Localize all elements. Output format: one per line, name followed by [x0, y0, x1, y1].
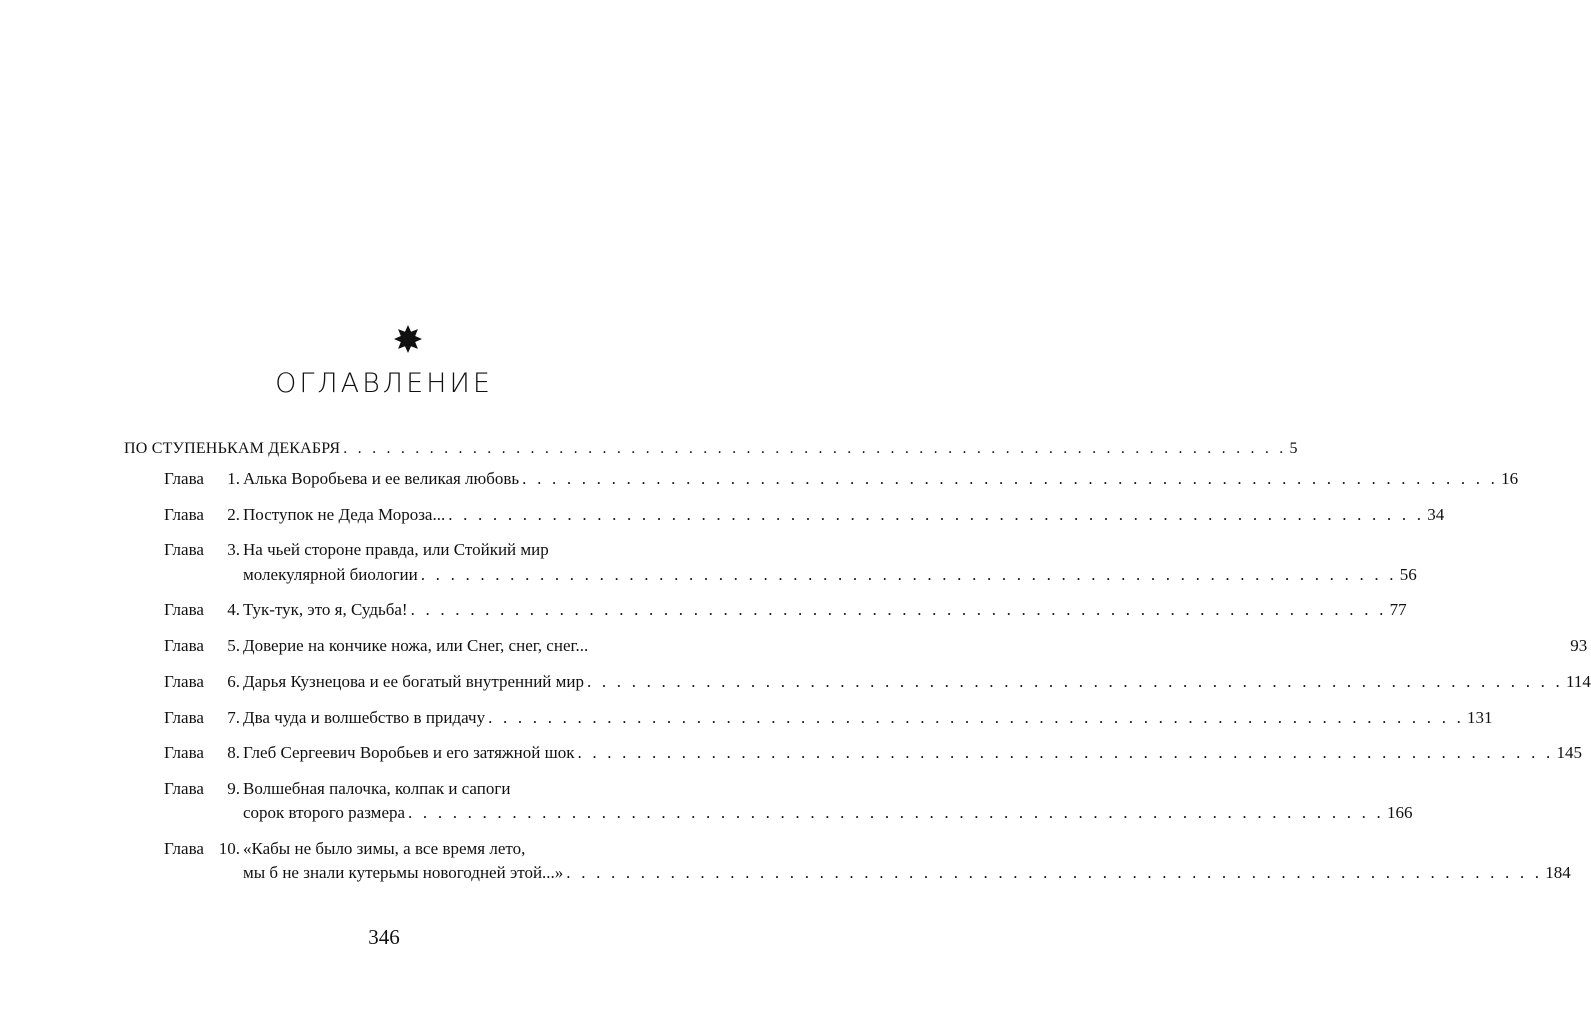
chapter-page: 56: [1399, 565, 1417, 584]
chapter-title-line: [243, 743, 1582, 763]
chapter-prefix: Глава: [164, 779, 204, 798]
chapter-page: 145: [1556, 743, 1582, 762]
chapter-title-line: [243, 505, 1445, 525]
chapter-title: сорок второго размера: [243, 803, 406, 822]
chapter-number: 5.: [227, 636, 240, 655]
chapter-number: 3.: [227, 540, 240, 559]
chapter-number: 6.: [227, 672, 240, 691]
dot-leader: . . . . . . . . . . . . . . . . . . . . . . . . . . . . . . . . . . . . . . . . . . . . . . . . . . . . . . . . . . . . . . . . . .: [577, 743, 1554, 762]
chapter-number: 4.: [227, 600, 240, 619]
chapter-page: 16: [1501, 469, 1519, 488]
chapter-prefix: Глава: [164, 600, 204, 619]
chapter-number: 10.: [218, 839, 240, 858]
chapter-title-line: [243, 863, 1571, 883]
toc-section-label: ПО СТУПЕНЬКАМ ДЕКАБРЯ: [124, 440, 341, 457]
chapter-page: 34: [1427, 505, 1445, 524]
chapter-page: 166: [1386, 803, 1413, 822]
chapter-number: 1.: [227, 469, 240, 488]
chapter-number: 8.: [227, 743, 240, 762]
toc-section-page: 5: [1289, 440, 1298, 457]
dot-leader: . . . . . . . . . . . . . . . . . . . . . . . . . . . . . . . . . . . . . . . . . . . . . . . . . . . . . . . . . . . . . . . . . .: [566, 863, 1543, 882]
dot-leader: . . . . . . . . . . . . . . . . . . . . . . . . . . . . . . . . . . . . . . . . . . . . . . . . . . . . . . . . . . . . . . . . . .: [587, 672, 1563, 691]
chapter-title: Глеб Сергеевич Воробьев и его затяжной шок: [243, 743, 575, 762]
chapter-title: Поступок не Деда Мороза...: [243, 505, 446, 524]
toc-title: ОГЛАВЛЕНИЕ: [275, 368, 493, 399]
chapter-prefix: Глава: [164, 505, 204, 524]
dot-leader: . . . . . . . . . . . . . . . . . . . . . . . . . . . . . . . . . . . . . . . . . . . . . . . . . . . . . . . . . . . . . . . . . .: [420, 565, 1397, 584]
chapter-title-first-line: «Кабы не было зимы, а все время лето,: [243, 839, 526, 858]
eight-point-star-icon: [393, 324, 423, 354]
dot-leader: . . . . . . . . . . . . . . . . . . . . . . . . . . . . . . . . . . . . . . . . . . . . . . . . . . . . . . . . . . . . . . . . . .: [488, 708, 1465, 727]
chapter-title-line: [243, 636, 1588, 656]
page-number: 346: [368, 925, 400, 949]
chapter-title-line: [243, 600, 1407, 620]
dot-leader: . . . . . . . . . . . . . . . . . . . . . . . . . . . . . . . . . . . . . . . . . . . . . . . . . . . . . . . . . . . . . . . . . .: [522, 469, 1499, 488]
chapter-prefix: Глава: [164, 636, 204, 655]
chapter-page: 93: [1570, 636, 1588, 655]
chapter-prefix: Глава: [164, 469, 204, 488]
chapter-title-line: [243, 469, 1519, 489]
chapter-title-line: [243, 672, 1591, 692]
chapter-title-first-line: На чьей стороне правда, или Стойкий мир: [243, 540, 549, 559]
chapter-prefix: Глава: [164, 708, 204, 727]
chapter-title-first-line: Волшебная палочка, колпак и сапоги: [243, 779, 511, 798]
chapter-title-line: [243, 565, 1417, 585]
chapter-title: мы б не знали кутерьмы новогодней этой...»: [243, 863, 564, 882]
chapter-number: 7.: [227, 708, 240, 727]
chapter-page: 77: [1389, 600, 1407, 619]
toc-section-line: [124, 439, 1298, 459]
chapter-title: молекулярной биологии: [243, 565, 418, 584]
chapter-title-line: [243, 803, 1413, 823]
chapter-page: 114: [1565, 672, 1591, 691]
dot-leader: . . . . . . . . . . . . . . . . . . . . . . . . . . . . . . . . . . . . . . . . . . . . . . . . . . . . . . . . . . . . . . . . . .: [410, 600, 1387, 619]
chapter-page: 184: [1545, 863, 1571, 882]
chapter-prefix: Глава: [164, 540, 204, 559]
chapter-prefix: Глава: [164, 672, 204, 691]
chapter-number: 9.: [227, 779, 240, 798]
chapter-prefix: Глава: [164, 839, 204, 858]
dot-leader: . . . . . . . . . . . . . . . . . . . . . . . . . . . . . . . . . . . . . . . . . . . . . . . . . . . . . . . . . . . . . . . . . .: [343, 440, 1287, 457]
chapter-title: Тук-тук, это я, Судьба!: [243, 600, 408, 619]
dot-leader: . . . . . . . . . . . . . . . . . . . . . . . . . . . . . . . . . . . . . . . . . . . . . . . . . . . . . . . . . . . . . . . . . .: [448, 505, 1425, 524]
chapter-title: Алька Воробьева и ее великая любовь: [243, 469, 520, 488]
chapter-title: Два чуда и волшебство в придачу: [243, 708, 486, 727]
chapter-title: Доверие на кончике ножа, или Снег, снег, снег...: [243, 636, 589, 655]
chapter-number: 2.: [227, 505, 240, 524]
chapter-title: Дарья Кузнецова и ее богатый внутренний мир: [243, 672, 584, 691]
chapter-title-line: [243, 708, 1493, 728]
chapter-page: 131: [1467, 708, 1493, 727]
chapter-prefix: Глава: [164, 743, 204, 762]
dot-leader: . . . . . . . . . . . . . . . . . . . . . . . . . . . . . . . . . . . . . . . . . . . . . . . . . . . . . . . . . . . . . . . . . .: [408, 803, 1384, 822]
